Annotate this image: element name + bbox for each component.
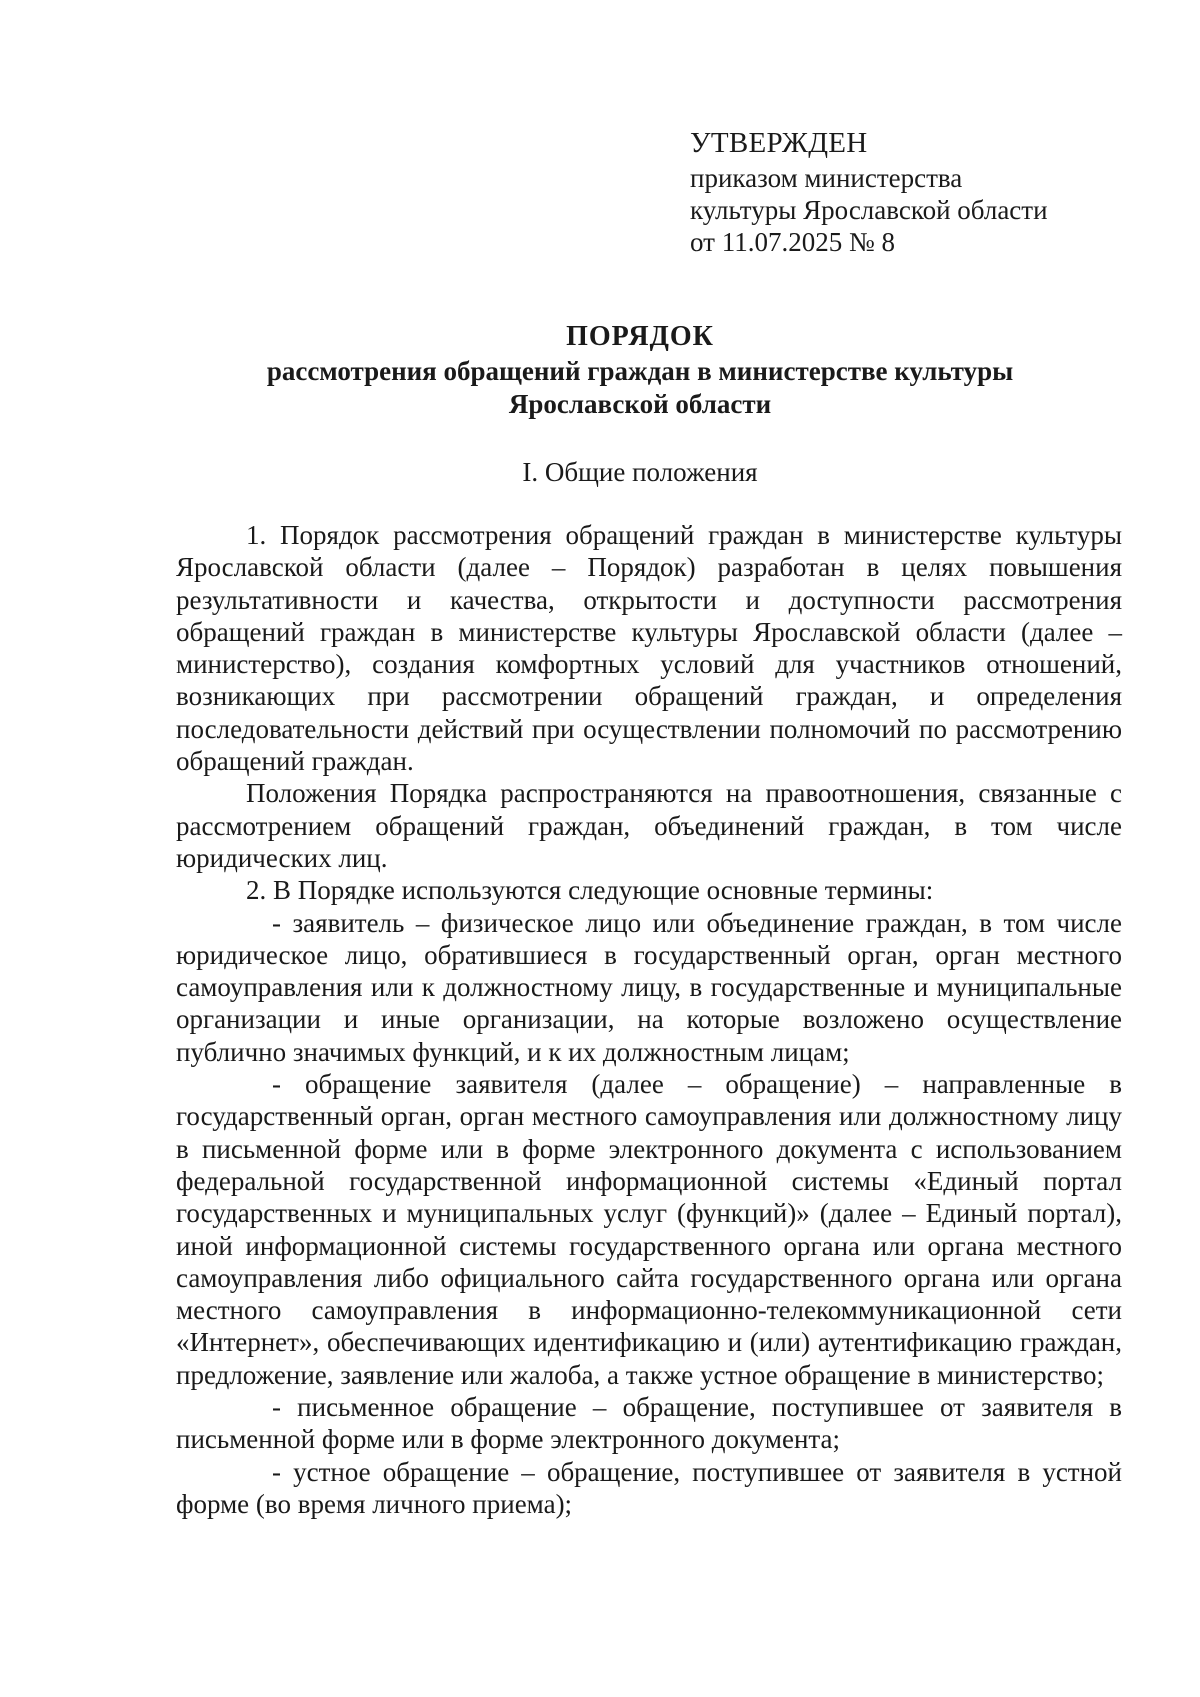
approval-line-order: приказом министерства xyxy=(690,163,963,193)
document-body xyxy=(176,519,1122,1520)
document-title: ПОРЯДОК xyxy=(566,321,714,352)
paragraph-2: Положения Порядка распространяются на правоотношения, связанные с рассмотрением обращений граждан, объединений граждан, в том числе юридических лиц. xyxy=(176,778,1122,873)
paragraph-term-written-appeal: - письменное обращение – обращение, поступившее от заявителя в письменной форме или в форме электронного документа; xyxy=(176,1392,1122,1455)
approval-line-ministry: культуры Ярославской области xyxy=(690,195,1048,225)
approval-heading: УТВЕРЖДЕН xyxy=(690,127,868,159)
approval-line-date-number: от 11.07.2025 № 8 xyxy=(690,227,895,257)
document-title-block xyxy=(130,320,1150,421)
paragraph-1: 1. Порядок рассмотрения обращений граждан в министерстве культуры Ярославской области (далее – Порядок) разработан в целях повышения результативности и качества, открытости и доступности рассмотрения обращений граждан в министерстве культуры Ярославской области (далее – министерство), создания комфортных условий для участников отношений, возникающих при рассмотрении обращений граждан, и определения последовательности действий при осуществлении полномочий по рассмотрению обращений граждан. xyxy=(176,520,1122,777)
paragraph-term-oral-appeal: - устное обращение – обращение, поступившее от заявителя в устной форме (во время личного приема); xyxy=(176,1456,1122,1519)
section-heading: I. Общие положения xyxy=(522,457,758,487)
paragraph-term-applicant: - заявитель – физическое лицо или объединение граждан, в том числе юридическое лицо, обратившиеся в государственный орган, орган местного самоуправления или к должностному лицу, в государственные и муниципальные организации и иные организации, на которые возложено осуществление публично значимых функций, и к их должностным лицам; xyxy=(176,907,1122,1067)
document-subtitle-line2: Ярославской области xyxy=(508,389,772,419)
paragraph-term-appeal: - обращение заявителя (далее – обращение) – направленные в государственный орган, орган местного самоуправления или должностному лицу в письменной форме или в форме электронного документа с использованием федеральной государственной информационной системы «Единый портал государственных и муниципальных услуг (функций)» (далее – Единый портал), иной информационной системы государственного органа или органа местного самоуправления либо официального сайта государственного органа или органа местного самоуправления в информационно-телекоммуникационной сети «Интернет», обеспечивающих идентификацию и (или) аутентификацию граждан, предложение, заявление или жалоба, а также устное обращение в министерство; xyxy=(176,1069,1122,1390)
approval-stamp xyxy=(690,126,1150,258)
paragraph-3: 2. В Порядке используются следующие основные термины: xyxy=(246,875,934,906)
document-subtitle-line1: рассмотрения обращений граждан в министерстве культуры xyxy=(266,356,1014,386)
